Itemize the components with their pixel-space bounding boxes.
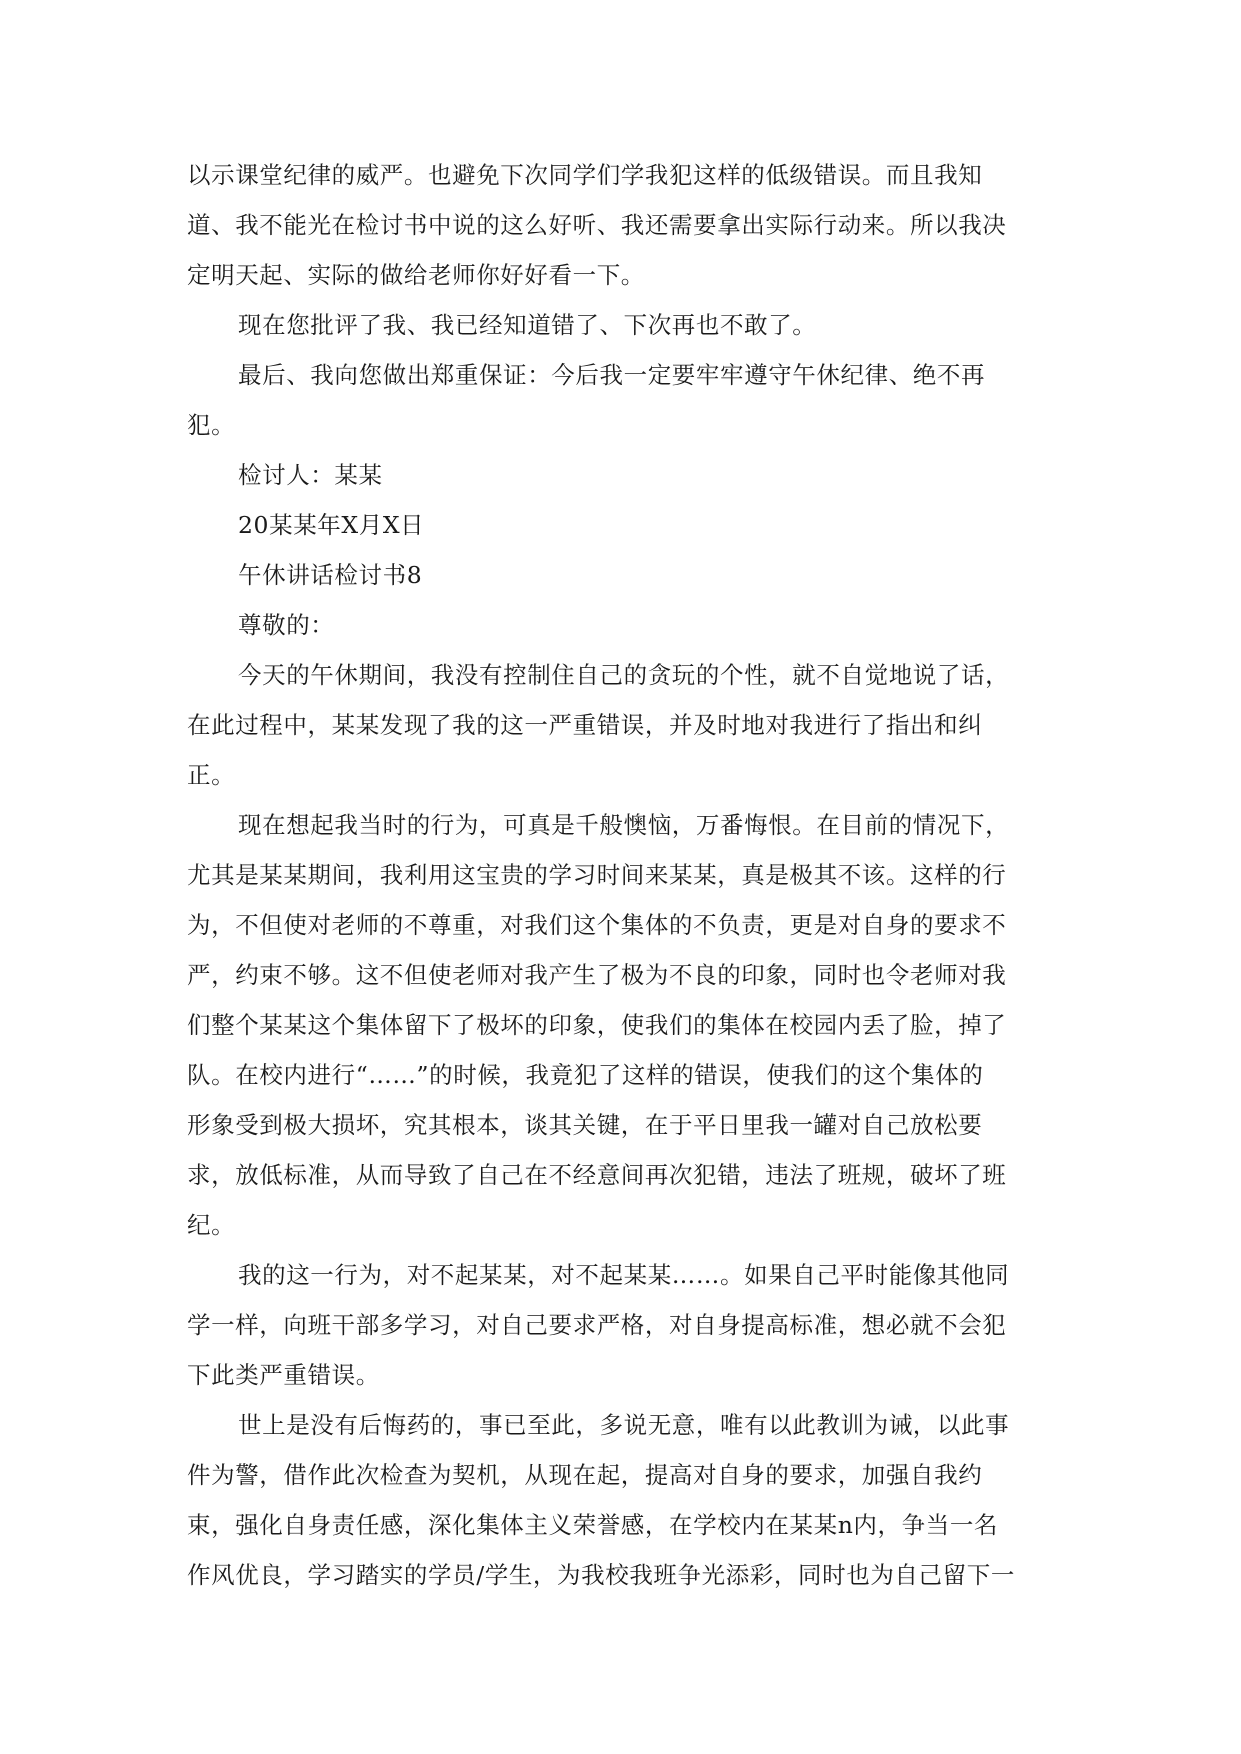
text-line: 纪。 bbox=[187, 1211, 236, 1239]
text-line: 定明天起、实际的做给老师你好好看一下。 bbox=[187, 261, 645, 289]
text-line: 束，强化自身责任感，深化集体主义荣誉感，在学校内在某某n内，争当一名 bbox=[187, 1511, 999, 1539]
text-line: 在此过程中，某某发现了我的这一严重错误，并及时地对我进行了指出和纠 bbox=[187, 711, 983, 739]
text-line: 世上是没有后悔药的，事已至此，多说无意，唯有以此教训为诫，以此事 bbox=[238, 1411, 1010, 1439]
text-line: 现在您批评了我、我已经知道错了、下次再也不敢了。 bbox=[238, 311, 817, 339]
text-line: 犯。 bbox=[187, 411, 236, 439]
text-line: 求，放低标准，从而导致了自己在不经意间再次犯错，违法了班规，破坏了班 bbox=[187, 1161, 1007, 1189]
text-line: 为，不但使对老师的不尊重，对我们这个集体的不负责，更是对自身的要求不 bbox=[187, 911, 1007, 939]
text-line: 现在想起我当时的行为，可真是千般懊恼，万番悔恨。在目前的情况下， bbox=[238, 811, 1010, 839]
text-line: 最后、我向您做出郑重保证：今后我一定要牢牢遵守午休纪律、绝不再 bbox=[238, 361, 986, 389]
text-line: 今天的午休期间，我没有控制住自己的贪玩的个性，就不自觉地说了话， bbox=[238, 661, 1010, 689]
text-line: 下此类严重错误。 bbox=[187, 1361, 380, 1389]
date-line: 20某某年X月X日 bbox=[238, 511, 425, 539]
text-line: 正。 bbox=[187, 761, 236, 789]
text-line: 形象受到极大损坏，究其根本，谈其关键，在于平日里我一罐对自己放松要 bbox=[187, 1111, 983, 1139]
text-line: 们整个某某这个集体留下了极坏的印象，使我们的集体在校园内丢了脸，掉了 bbox=[187, 1011, 1007, 1039]
salutation: 尊敬的： bbox=[238, 611, 335, 639]
text-line: 严，约束不够。这不但使老师对我产生了极为不良的印象，同时也令老师对我 bbox=[187, 961, 1007, 989]
text-line: 以示课堂纪律的威严。也避免下次同学们学我犯这样的低级错误。而且我知 bbox=[187, 161, 983, 189]
text-line: 我的这一行为，对不起某某，对不起某某……。如果自己平时能像其他同 bbox=[238, 1261, 1010, 1289]
text-line: 道、我不能光在检讨书中说的这么好听、我还需要拿出实际行动来。所以我决 bbox=[187, 211, 1007, 239]
text-line: 队。在校内进行“……”的时候，我竟犯了这样的错误，使我们的这个集体的 bbox=[187, 1061, 984, 1089]
section-title: 午休讲话检讨书8 bbox=[238, 561, 423, 589]
text-line: 尤其是某某期间，我利用这宝贵的学习时间来某某，真是极其不该。这样的行 bbox=[187, 861, 1007, 889]
signature-line: 检讨人：某某 bbox=[238, 461, 383, 489]
text-line: 作风优良，学习踏实的学员/学生，为我校我班争光添彩，同时也为自己留下一 bbox=[187, 1561, 1015, 1589]
text-line: 学一样，向班干部多学习，对自己要求严格，对自身提高标准，想必就不会犯 bbox=[187, 1311, 1007, 1339]
text-line: 件为警，借作此次检查为契机，从现在起，提高对自身的要求，加强自我约 bbox=[187, 1461, 983, 1489]
